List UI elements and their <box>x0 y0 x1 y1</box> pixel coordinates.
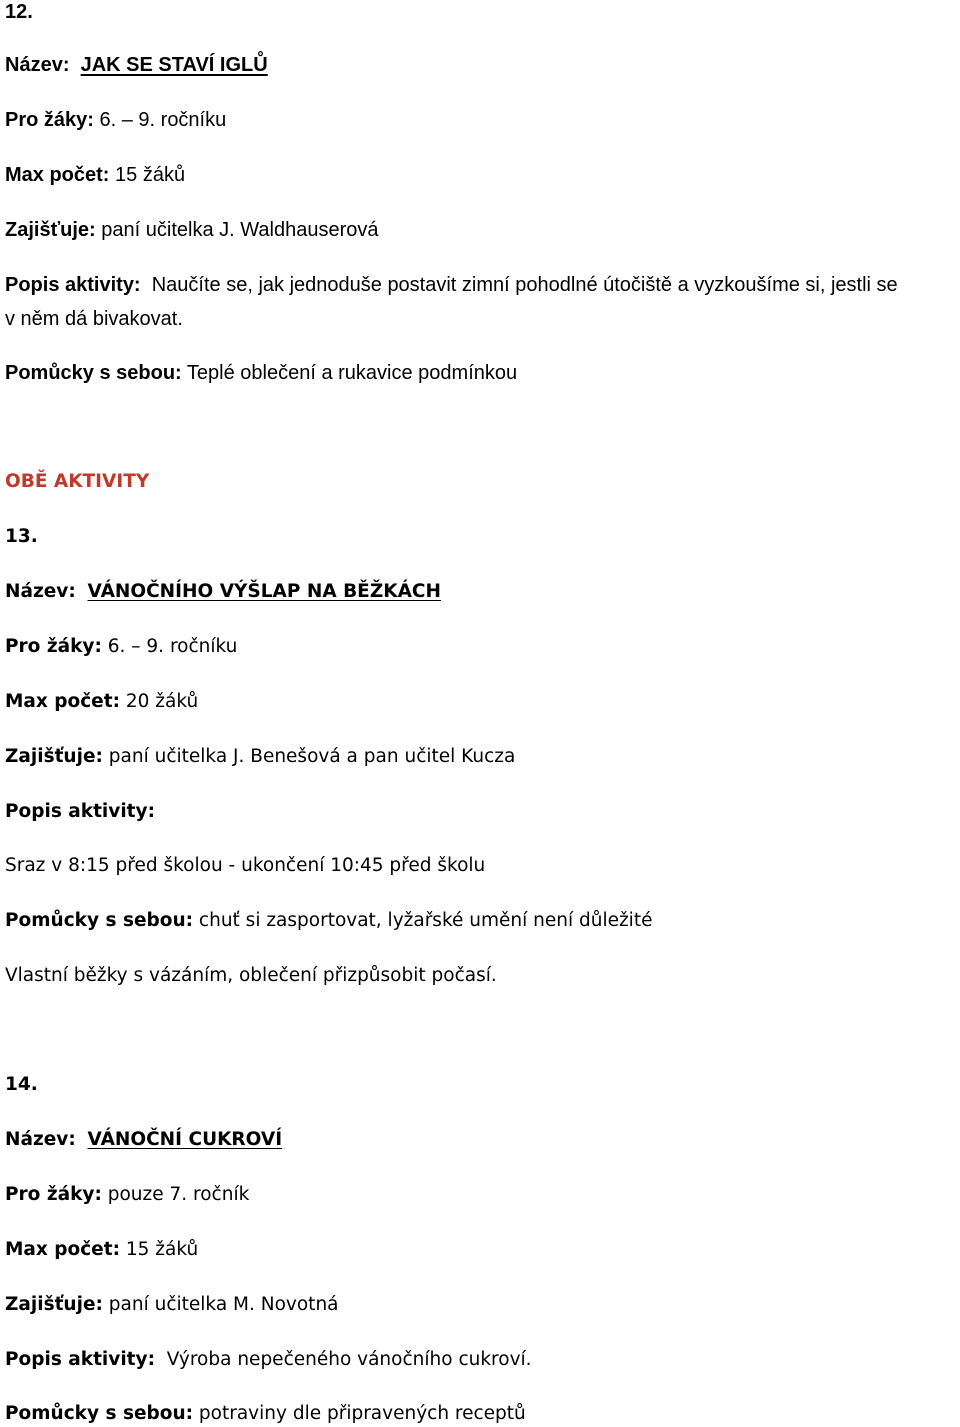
field-value: paní učitelka M. Novotná <box>108 1294 339 1315</box>
activity-number: 13. <box>5 526 38 547</box>
field-value: chuť si zasportovat, lyžařské umění není důležité <box>198 910 653 931</box>
field-value: paní učitelka J. Benešová a pan učitel Kucza <box>108 746 516 767</box>
activity-name-row <box>5 580 441 604</box>
field-label: Popis aktivity: <box>5 274 141 296</box>
description-text: Sraz v 8:15 před školou - ukončení 10:45 před školu <box>5 855 486 876</box>
max-count-row <box>5 1238 198 1262</box>
activity-title: VÁNOČNÍ CUKROVÍ <box>87 1129 283 1150</box>
field-label: Max počet: <box>5 164 110 186</box>
aids-row <box>5 361 517 385</box>
field-value: paní učitelka J. Waldhauserová <box>101 219 379 241</box>
aids-row <box>5 1402 526 1426</box>
field-label: Zajišťuje: <box>5 746 103 767</box>
description-row <box>5 273 898 297</box>
field-value: 20 žáků <box>125 691 199 712</box>
description-row <box>5 1348 532 1372</box>
field-label: Pomůcky s sebou: <box>5 362 182 384</box>
field-label: Zajišťuje: <box>5 1294 103 1315</box>
field-label: Popis aktivity: <box>5 801 155 822</box>
provider-row <box>5 1293 339 1317</box>
description-continuation: v něm dá bivakovat. <box>5 308 183 330</box>
extra-note: Vlastní běžky s vázáním, oblečení přizpůsobit počasí. <box>5 965 497 986</box>
field-value: potraviny dle připravených receptů <box>198 1403 526 1424</box>
activity-name-row <box>5 53 268 77</box>
provider-row <box>5 745 515 769</box>
activity-number: 14. <box>5 1074 38 1095</box>
grade-row <box>5 1183 249 1207</box>
activity-name-row <box>5 1128 282 1152</box>
max-count-row <box>5 163 185 187</box>
field-label: Max počet: <box>5 1239 120 1260</box>
field-label: Pomůcky s sebou: <box>5 910 194 931</box>
field-value: 6. – 9. ročníku <box>99 109 227 131</box>
field-label: Název: <box>5 54 70 76</box>
activity-title: VÁNOČNÍHO VÝŠLAP NA BĚŽKÁCH <box>87 581 441 602</box>
field-label: Pro žáky: <box>5 109 94 131</box>
activity-title: JAK SE STAVÍ IGLŮ <box>80 54 268 76</box>
field-label: Pro žáky: <box>5 1184 102 1205</box>
field-label: Max počet: <box>5 691 120 712</box>
field-value: Naučíte se, jak jednoduše postavit zimní pohodlné útočiště a vyzkoušíme si, jestli se <box>151 274 898 296</box>
field-value: 15 žáků <box>125 1239 199 1260</box>
max-count-row <box>5 690 198 714</box>
grade-row <box>5 635 237 659</box>
field-label: Zajišťuje: <box>5 219 96 241</box>
both-activities-notice: OBĚ AKTIVITY <box>5 471 150 492</box>
field-value: Výroba nepečeného vánočního cukroví. <box>166 1349 532 1370</box>
field-label: Název: <box>5 1129 76 1150</box>
field-label: Pomůcky s sebou: <box>5 1403 194 1424</box>
field-value: 6. – 9. ročníku <box>107 636 238 657</box>
field-label: Pro žáky: <box>5 636 102 657</box>
field-label: Popis aktivity: <box>5 1349 155 1370</box>
field-label: Název: <box>5 581 76 602</box>
description-row <box>5 800 155 824</box>
aids-row <box>5 909 652 933</box>
field-value: pouze 7. ročník <box>107 1184 250 1205</box>
field-value: 15 žáků <box>115 164 186 186</box>
grade-row <box>5 108 226 132</box>
activity-number: 12. <box>5 1 33 23</box>
field-value: Teplé oblečení a rukavice podmínkou <box>186 362 518 384</box>
provider-row <box>5 218 378 242</box>
